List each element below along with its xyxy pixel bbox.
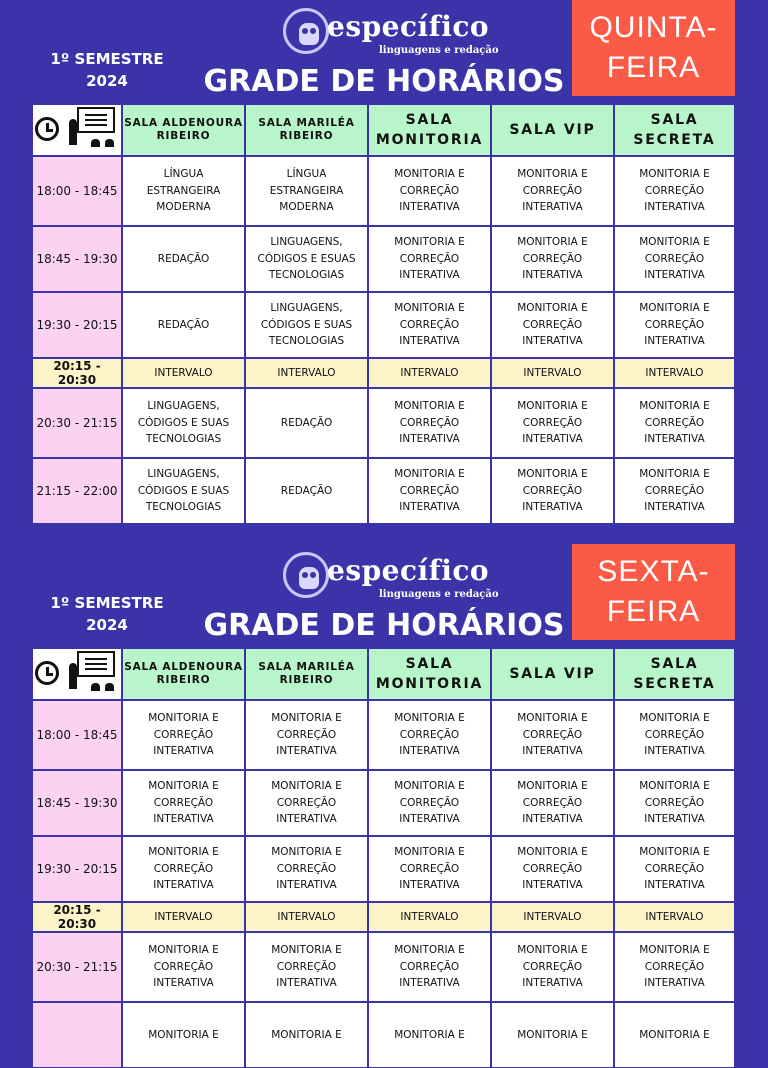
cell-text: MONITORIA E CORREÇÃO INTERATIVA (394, 712, 465, 758)
cell-text: MONITORIA E CORREÇÃO INTERATIVA (394, 780, 465, 826)
cell-text: MONITORIA E CORREÇÃO INTERATIVA (271, 846, 342, 892)
cell-text: MONITORIA E (639, 1028, 710, 1041)
cell-text: MONITORIA E CORREÇÃO INTERATIVA (639, 400, 710, 446)
class-cell (491, 770, 614, 836)
class-cell (245, 156, 368, 226)
class-cell (614, 156, 735, 226)
time-slot: 20:15 - 20:30 (32, 902, 122, 932)
break-cell (245, 902, 368, 932)
cell-text: LINGUAGENS, CÓDIGOS E SUAS TECNOLOGIAS (260, 302, 353, 348)
break-cell (614, 358, 735, 388)
column-header: SALA MARILÉA RIBEIRO (245, 104, 368, 156)
semester-label: 1º SEMESTRE 2024 (50, 50, 164, 90)
break-cell (122, 902, 245, 932)
cell-text: INTERVALO (400, 366, 459, 379)
cell-text: INTERVALO (645, 366, 704, 379)
cell-text: REDAÇÃO (157, 318, 210, 331)
cell-text: INTERVALO (400, 910, 459, 923)
class-cell (368, 700, 491, 770)
cell-text: MONITORIA E CORREÇÃO INTERATIVA (517, 236, 588, 282)
cell-text: INTERVALO (154, 366, 213, 379)
time-slot: 18:00 - 18:45 (32, 700, 122, 770)
cell-text: MONITORIA E CORREÇÃO INTERATIVA (639, 302, 710, 348)
time-slot: 20:15 - 20:30 (32, 358, 122, 388)
owl-logo-icon (283, 8, 329, 54)
class-cell (368, 770, 491, 836)
cell-text: MONITORIA E CORREÇÃO INTERATIVA (517, 712, 588, 758)
time-slot (32, 1002, 122, 1068)
class-cell (491, 156, 614, 226)
class-cell (368, 292, 491, 358)
time-slot: 19:30 - 20:15 (32, 836, 122, 902)
break-cell (368, 902, 491, 932)
cell-text: REDAÇÃO (280, 484, 333, 497)
day-badge: SEXTA- FEIRA (572, 544, 735, 640)
brand-logo: específico linguagens e redação (283, 552, 493, 608)
break-cell (245, 358, 368, 388)
class-cell (368, 388, 491, 458)
class-cell (491, 458, 614, 524)
class-cell (491, 388, 614, 458)
cell-text: MONITORIA E CORREÇÃO INTERATIVA (394, 400, 465, 446)
class-cell (614, 932, 735, 1002)
class-cell (491, 292, 614, 358)
cell-text: MONITORIA E CORREÇÃO INTERATIVA (271, 944, 342, 990)
class-cell (368, 226, 491, 292)
class-cell (614, 770, 735, 836)
owl-logo-icon (283, 552, 329, 598)
class-cell (368, 156, 491, 226)
time-slot: 21:15 - 22:00 (32, 458, 122, 524)
cell-text: MONITORIA E CORREÇÃO INTERATIVA (639, 468, 710, 514)
clock-icon (35, 117, 59, 141)
class-cell (368, 836, 491, 902)
cell-text: MONITORIA E CORREÇÃO INTERATIVA (394, 468, 465, 514)
class-cell (368, 1002, 491, 1068)
page-title: GRADE DE HORÁRIOS (203, 64, 565, 99)
class-cell (491, 836, 614, 902)
cell-text: MONITORIA E CORREÇÃO INTERATIVA (148, 846, 219, 892)
cell-text: LINGUAGENS, CÓDIGOS E ESUAS TECNOLOGIAS (257, 236, 356, 282)
cell-text: MONITORIA E CORREÇÃO INTERATIVA (517, 944, 588, 990)
class-cell (122, 458, 245, 524)
break-cell (614, 902, 735, 932)
class-cell (122, 836, 245, 902)
cell-text: MONITORIA E CORREÇÃO INTERATIVA (639, 712, 710, 758)
cell-text: MONITORIA E (271, 1028, 342, 1041)
cell-text: LINGUAGENS, CÓDIGOS E SUAS TECNOLOGIAS (137, 468, 230, 514)
day-badge: QUINTA- FEIRA (572, 0, 735, 96)
time-slot: 20:30 - 21:15 (32, 932, 122, 1002)
column-header: SALA ALDENOURA RIBEIRO (122, 648, 245, 700)
cell-text: INTERVALO (277, 366, 336, 379)
cell-text: MONITORIA E CORREÇÃO INTERATIVA (639, 944, 710, 990)
cell-text: MONITORIA E CORREÇÃO INTERATIVA (394, 302, 465, 348)
cell-text: INTERVALO (523, 910, 582, 923)
cell-text: LÍNGUA ESTRANGEIRA MODERNA (269, 168, 344, 214)
cell-text: MONITORIA E CORREÇÃO INTERATIVA (517, 468, 588, 514)
classroom-icon (77, 107, 115, 133)
cell-text: MONITORIA E CORREÇÃO INTERATIVA (394, 944, 465, 990)
classroom-icon (77, 651, 115, 677)
class-cell (122, 226, 245, 292)
time-slot: 18:00 - 18:45 (32, 156, 122, 226)
clock-icon (35, 661, 59, 685)
class-cell (122, 292, 245, 358)
column-header: SALA MARILÉA RIBEIRO (245, 648, 368, 700)
column-header: SALA MONITORIA (368, 104, 491, 156)
cell-text: MONITORIA E CORREÇÃO INTERATIVA (148, 944, 219, 990)
cell-text: MONITORIA E CORREÇÃO INTERATIVA (639, 236, 710, 282)
class-cell (245, 458, 368, 524)
class-cell (491, 932, 614, 1002)
cell-text: MONITORIA E (517, 1028, 588, 1041)
break-cell (491, 902, 614, 932)
class-cell (245, 388, 368, 458)
brand-logo: específico linguagens e redação (283, 8, 493, 64)
column-header: SALA SECRETA (614, 648, 735, 700)
class-cell (614, 226, 735, 292)
cell-text: REDAÇÃO (280, 416, 333, 429)
time-slot: 19:30 - 20:15 (32, 292, 122, 358)
break-cell (122, 358, 245, 388)
cell-text: MONITORIA E CORREÇÃO INTERATIVA (394, 846, 465, 892)
cell-text: MONITORIA E CORREÇÃO INTERATIVA (148, 712, 219, 758)
header-icon-cell (32, 104, 122, 156)
cell-text: MONITORIA E CORREÇÃO INTERATIVA (639, 846, 710, 892)
class-cell (245, 700, 368, 770)
break-cell (368, 358, 491, 388)
class-cell (614, 700, 735, 770)
cell-text: REDAÇÃO (157, 252, 210, 265)
column-header: SALA ALDENOURA RIBEIRO (122, 104, 245, 156)
class-cell (122, 932, 245, 1002)
cell-text: MONITORIA E CORREÇÃO INTERATIVA (517, 400, 588, 446)
semester-label: 1º SEMESTRE 2024 (50, 594, 164, 634)
class-cell (122, 156, 245, 226)
time-slot: 18:45 - 19:30 (32, 770, 122, 836)
class-cell (245, 226, 368, 292)
cell-text: MONITORIA E CORREÇÃO INTERATIVA (394, 236, 465, 282)
class-cell (614, 1002, 735, 1068)
cell-text: MONITORIA E CORREÇÃO INTERATIVA (639, 168, 710, 214)
cell-text: INTERVALO (645, 910, 704, 923)
cell-text: MONITORIA E CORREÇÃO INTERATIVA (517, 780, 588, 826)
cell-text: INTERVALO (277, 910, 336, 923)
cell-text: MONITORIA E CORREÇÃO INTERATIVA (148, 780, 219, 826)
column-header: SALA MONITORIA (368, 648, 491, 700)
column-header: SALA SECRETA (614, 104, 735, 156)
class-cell (122, 700, 245, 770)
class-cell (245, 836, 368, 902)
cell-text: MONITORIA E CORREÇÃO INTERATIVA (394, 168, 465, 214)
class-cell (122, 388, 245, 458)
class-cell (122, 1002, 245, 1068)
page-title: GRADE DE HORÁRIOS (203, 608, 565, 643)
class-cell (614, 458, 735, 524)
class-cell (491, 700, 614, 770)
class-cell (614, 388, 735, 458)
cell-text: INTERVALO (154, 910, 213, 923)
class-cell (245, 932, 368, 1002)
break-cell (491, 358, 614, 388)
cell-text: MONITORIA E CORREÇÃO INTERATIVA (517, 168, 588, 214)
class-cell (368, 458, 491, 524)
class-cell (122, 770, 245, 836)
time-slot: 18:45 - 19:30 (32, 226, 122, 292)
cell-text: MONITORIA E CORREÇÃO INTERATIVA (271, 712, 342, 758)
class-cell (245, 770, 368, 836)
class-cell (614, 292, 735, 358)
class-cell (491, 1002, 614, 1068)
class-cell (245, 292, 368, 358)
time-slot: 20:30 - 21:15 (32, 388, 122, 458)
column-header: SALA VIP (491, 648, 614, 700)
cell-text: MONITORIA E CORREÇÃO INTERATIVA (517, 846, 588, 892)
class-cell (245, 1002, 368, 1068)
cell-text: LINGUAGENS, CÓDIGOS E SUAS TECNOLOGIAS (137, 400, 230, 446)
cell-text: MONITORIA E CORREÇÃO INTERATIVA (639, 780, 710, 826)
class-cell (368, 932, 491, 1002)
cell-text: MONITORIA E (394, 1028, 465, 1041)
schedule-sexta (0, 544, 768, 1041)
cell-text: MONITORIA E (148, 1028, 219, 1041)
cell-text: MONITORIA E CORREÇÃO INTERATIVA (271, 780, 342, 826)
class-cell (491, 226, 614, 292)
column-header: SALA VIP (491, 104, 614, 156)
cell-text: INTERVALO (523, 366, 582, 379)
header-icon-cell (32, 648, 122, 700)
cell-text: MONITORIA E CORREÇÃO INTERATIVA (517, 302, 588, 348)
cell-text: LÍNGUA ESTRANGEIRA MODERNA (146, 168, 221, 214)
class-cell (614, 836, 735, 902)
